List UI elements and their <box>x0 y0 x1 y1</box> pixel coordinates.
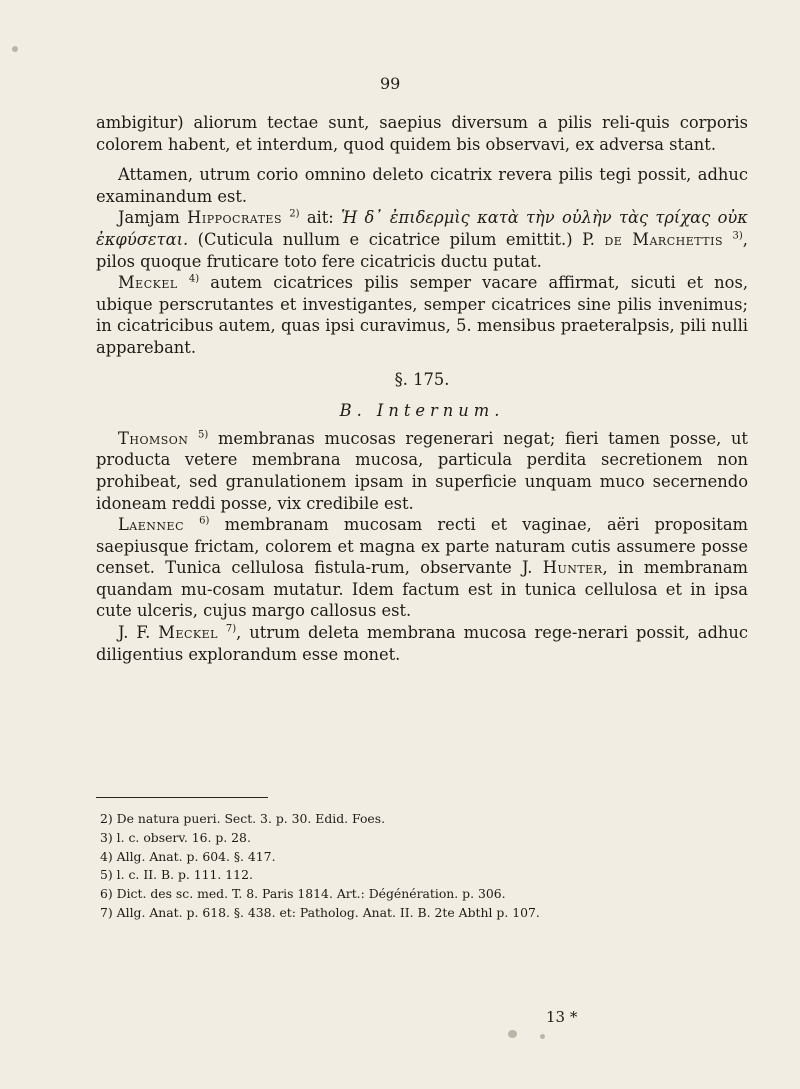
footnote-ref-4: 4) <box>188 273 200 285</box>
signature-mark: 13 * <box>546 1008 578 1026</box>
author-hippocrates: Hippocrates <box>187 208 282 228</box>
footnote-ref-7: 7) <box>225 623 237 635</box>
paragraph-laennec <box>96 514 748 622</box>
foxing-spot <box>508 1030 517 1038</box>
text-fragment: membranas mucosas regenerari negat; fieri tamen posse, ut producta vetere membrana mucosa, particula perdita secretionem non prohibeat, sed granulationem ipsam in superficie unquam muco secernendo idoneam reddi posse, vix credibile est. <box>96 428 748 513</box>
footnotes <box>96 810 756 923</box>
author-laennec: Laennec <box>118 515 184 535</box>
footnote: 3) l. c. observ. 16. p. 28. <box>100 829 251 845</box>
author-marchettis: de Marchettis <box>604 229 723 249</box>
footnote-ref-5: 5) <box>198 429 209 441</box>
footnote: 4) Allg. Anat. p. 604. §. 417. <box>100 848 276 864</box>
author-thomson: Thomson <box>118 428 189 448</box>
text-fragment: ait: <box>306 208 334 228</box>
greek-quote: Ἡ δ᾽ ἐπιδερμὶς κατὰ τὴν οὐλὴν τὰς τρίχας οὐκ ἐκφύσεται. <box>96 208 748 249</box>
text-fragment: membranam mucosam recti et vaginae, aëri propositam saepiusque frictam, colorem et magna ex parte naturam cutis assumere posse censet. Tunica cellulosa fistula-rum, observante J. <box>96 515 748 578</box>
text-fragment: J. F. <box>118 623 151 643</box>
paragraph-jf-meckel <box>96 622 748 665</box>
footnote: 6) Dict. des sc. med. T. 8. Paris 1814. Art.: Dégénération. p. 306. <box>100 886 506 902</box>
section-number: §. 175. <box>394 369 450 389</box>
paragraph-1: ambigitur) aliorum tectae sunt, saepius diversum a pilis reli-quis corporis colorem habent, et interdum, quod quidem bis observavi, ex adversa stant. <box>96 113 748 154</box>
foxing-spot <box>12 46 18 52</box>
paragraph-meckel <box>96 272 748 358</box>
footnote-ref-3: 3) <box>732 230 743 242</box>
foxing-spot <box>540 1034 545 1039</box>
footnote-ref-2: 2) <box>289 208 300 220</box>
page-number: 99 <box>380 74 401 93</box>
author-meckel: Meckel <box>118 273 178 293</box>
author-hunter: Hunter <box>542 558 603 578</box>
author-jf-meckel: Meckel <box>158 623 218 643</box>
footnote-ref-6: 6) <box>199 515 210 527</box>
section-title: B. Internum. <box>339 401 505 421</box>
text-fragment: , pilos quoque fruticare toto fere cicatricis ductu putat. <box>96 229 748 271</box>
footnote: 7) Allg. Anat. p. 618. §. 438. et: Patholog. Anat. II. B. 2te Abthl p. 107. <box>100 904 540 920</box>
text-fragment: Jamjam <box>118 208 180 228</box>
text-fragment: , in membranam quandam mu-cosam mutatur. Idem factum est in tunica cellulosa et in ipsa cute ulceris, cujus margo callosus est. <box>96 558 748 621</box>
paragraph-hippocrates <box>96 207 748 272</box>
footnote: 2) De natura pueri. Sect. 3. p. 30. Edid. Foes. <box>100 811 386 826</box>
paragraph-2: Attamen, utrum corio omnino deleto cicatrix revera pilis tegi possit, adhuc examinandum est. <box>96 165 748 206</box>
footnote-rule <box>96 797 268 798</box>
paragraph-thomson <box>96 428 748 514</box>
text-fragment: , utrum deleta membrana mucosa rege-nerari possit, adhuc diligentius explorandum esse monet. <box>96 623 748 664</box>
footnote: 5) l. c. II. B. p. 111. 112. <box>100 867 253 883</box>
text-fragment: autem cicatrices pilis semper vacare affirmat, sicuti et nos, ubique perscrutantes et investigantes, semper cicatrices sine pilis invenimus; in cicatricibus autem, quas ipsi curavimus, 5. mensibus praeteralpsis, pili nulli apparebant. <box>96 273 748 357</box>
body-text <box>96 112 748 665</box>
text-fragment: (Cuticula nullum e cicatrice pilum emittit.) P. <box>197 229 595 249</box>
